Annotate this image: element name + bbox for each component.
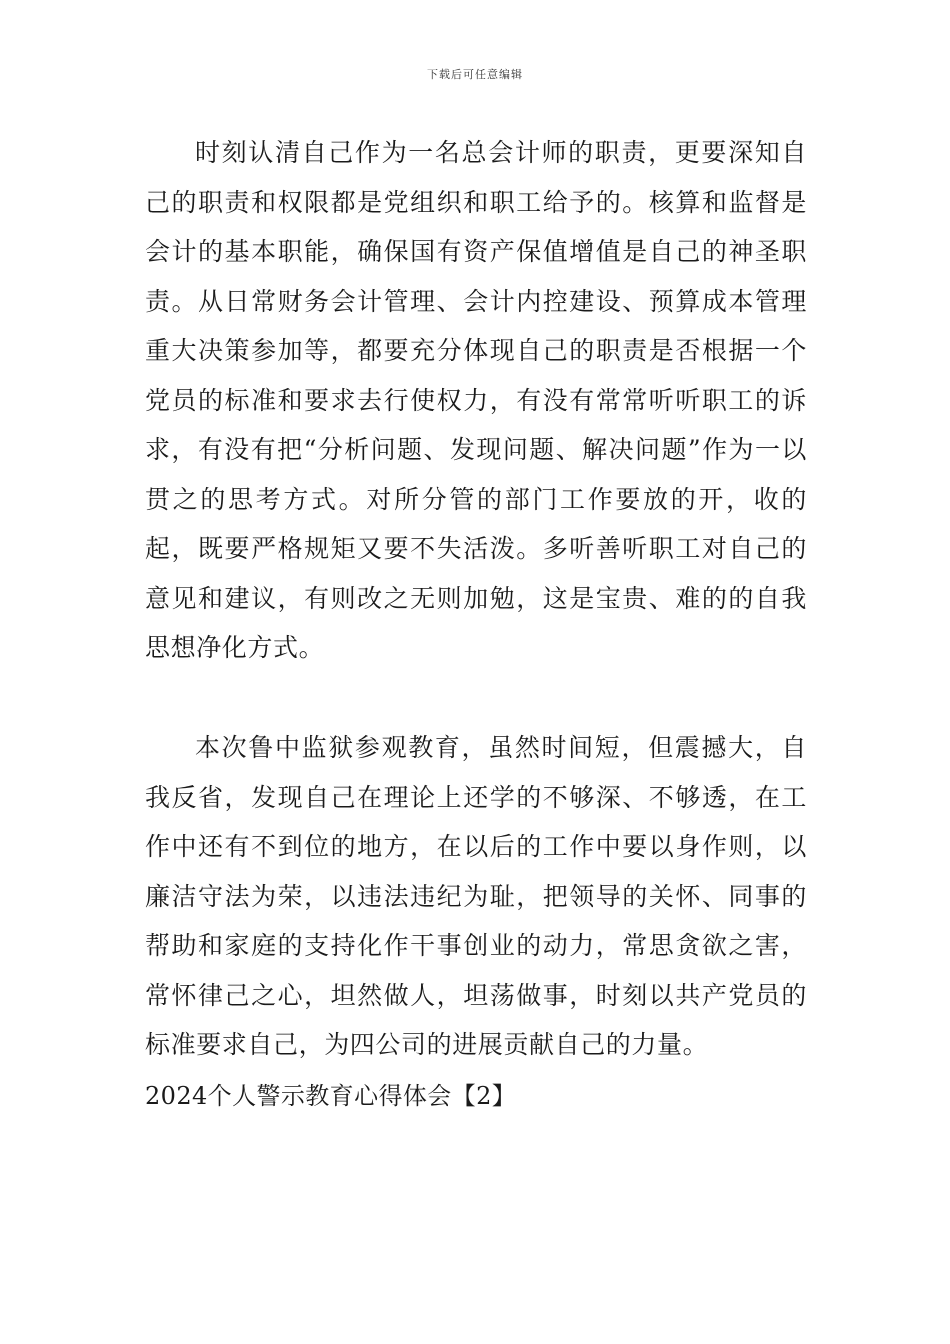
header-note: 下载后可任意编辑: [427, 68, 523, 81]
body-paragraph-2: 本次鲁中监狱参观教育，虽然时间短，但震撼大，自我反省，发现自己在理论上还学的不够深、不够透，在工作中还有不到位的地方，在以后的工作中要以身作则，以廉洁守法为荣，以违法违纪为耻，把领导的关怀、同事的帮助和家庭的支持化作干事创业的动力，常思贪欲之害，常怀律己之心，坦然做人，坦荡做事，时刻以共产党员的标准要求自己，为四公司的进展贡献自己的力量。: [145, 733, 807, 1059]
section-heading: 2024个人警示教育心得体会【2】: [145, 1082, 517, 1110]
body-paragraph-1: 时刻认清自己作为一名总会计师的职责，更要深知自己的职责和权限都是党组织和职工给予的。核算和监督是会计的基本职能，确保国有资产保值增值是自己的神圣职责。从日常财务会计管理、会计内控建设、预算成本管理重大决策参加等，都要充分体现自己的职责是否根据一个党员的标准和要求去行使权力，有没有常常听听职工的诉求，有没有把“分析问题、发现问题、解决问题”作为一以贯之的思考方式。对所分管的部门工作要放的开，收的起，既要严格规矩又要不失活泼。多听善听职工对自己的意见和建议，有则改之无则加勉，这是宝贵、难的的自我思想净化方式。: [145, 138, 807, 662]
